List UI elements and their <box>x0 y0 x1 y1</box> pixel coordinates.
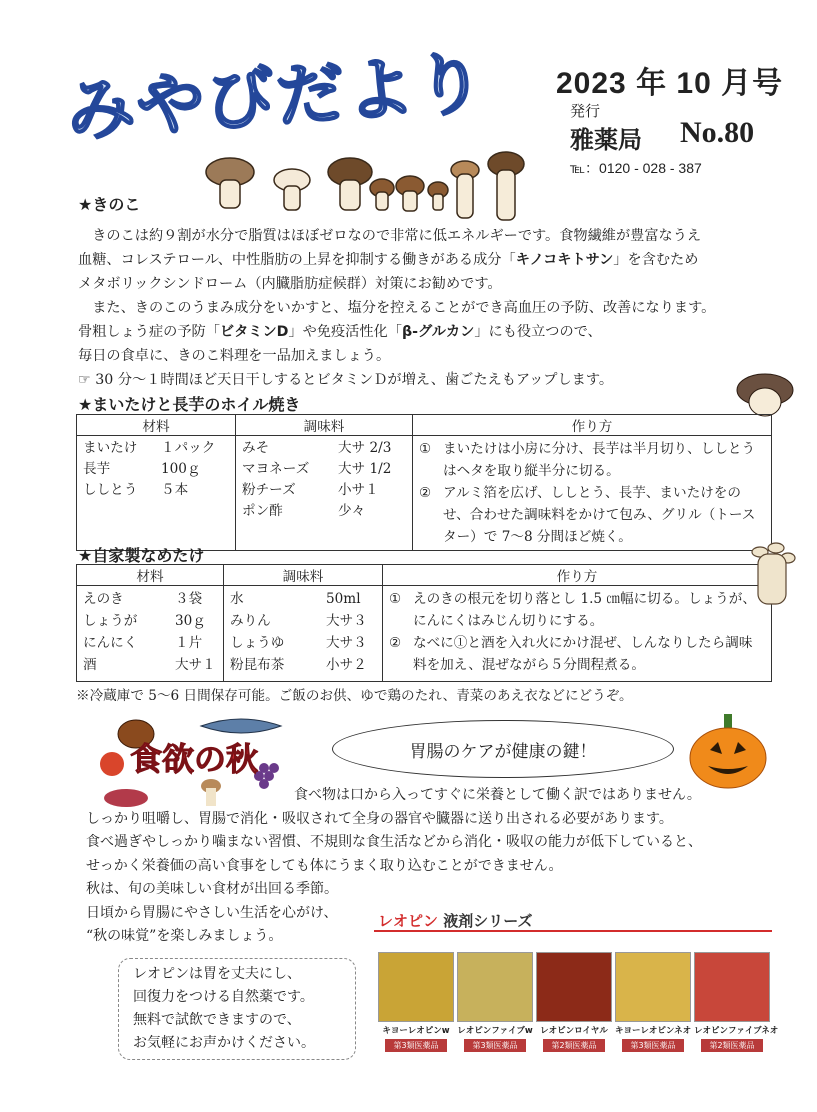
recipe1-table <box>76 414 772 551</box>
phone-number: ℡：0120 - 028 - 387 <box>570 160 702 176</box>
seasoning-row: 粉昆布茶 小サ２ <box>230 657 367 673</box>
product-card: レオピンファイブw 第3類医薬品 <box>457 952 533 1052</box>
product-card: レオピンファイブネオ 第2類医薬品 <box>694 952 770 1052</box>
highlight-beta-glucan: β-グルカン <box>401 324 475 340</box>
recipe2-col-seasonings: 調味料 <box>224 565 383 586</box>
kinoko-tip: ☞ 30 分～１時間ほど天日干しするとビタミンＤが増え、歯ごたえもアップします。 <box>78 372 614 388</box>
recipe2-seasonings <box>224 586 383 682</box>
product-box-image <box>694 952 770 1022</box>
enoki-character-illustration <box>748 540 796 610</box>
autumn-appetite-logo: 食欲の秋 <box>130 740 259 778</box>
seasoning-row: みりん 大サ３ <box>230 613 367 629</box>
info-line-3: 無料で試飲できますので、 <box>133 1012 301 1028</box>
kinoko-heading: ★きのこ <box>78 195 141 214</box>
recipe2-steps <box>383 586 772 682</box>
seasoning-row: ポン酢 少々 <box>242 503 366 519</box>
ingredient-row: にんにく １片 <box>83 635 203 651</box>
drug-class-badge: 第3類医薬品 <box>385 1039 447 1052</box>
ingredient-row: ししとう ５本 <box>83 482 189 498</box>
autumn-line-5: 秋は、旬の美味しい食材が出回る季節。 <box>86 881 338 897</box>
step-row: ① えのきの根元を切り落とし 1.5 ㎝幅に切る。しょうが、にんにくはみじん切りにする。 <box>389 591 756 629</box>
recipe2-table <box>76 564 772 682</box>
ad-title: レオピン 液剤シリーズ <box>378 912 533 930</box>
pharmacy-name: 雅薬局 <box>570 126 642 154</box>
recipe2-ingredients <box>77 586 224 682</box>
recipe1-col-seasonings: 調味料 <box>236 415 413 436</box>
pointing-hand-icon: ☞ <box>78 372 91 388</box>
ingredient-row: えのき ３袋 <box>83 591 203 607</box>
highlight-vitamin-d: ビタミンD <box>219 324 289 340</box>
recipe2-note: ※冷蔵庫で 5～6 日間保存可能。ご飯のお供、ゆで鶏のたれ、青菜のあえ衣などにどうぞ。 <box>76 688 633 704</box>
seasoning-row: 水 50ml <box>230 591 361 607</box>
recipe1-col-ingredients: 材料 <box>77 415 236 436</box>
recipe1-col-steps: 作り方 <box>413 415 772 436</box>
product-box-image <box>615 952 691 1022</box>
product-card: キヨーレオピンw 第3類医薬品 <box>378 952 454 1052</box>
autumn-line-4: せっかく栄養価の高い食事をしても体にうまく取り込むことができません。 <box>86 857 563 874</box>
seasoning-row: みそ 大サ 2/3 <box>242 440 392 456</box>
seasoning-row: しょうゆ 大サ３ <box>230 635 367 651</box>
product-card: レオピンロイヤル 第2類医薬品 <box>536 952 612 1052</box>
step-row: ① まいたけは小房に分け、長芋は半月切り、ししとうはヘタを取り縦半分に切る。 <box>419 441 756 479</box>
kinoko-line-5: 骨粗しょう症の予防「ビタミンD」や免疫活性化「β-グルカン」にも役立つので、 <box>78 324 602 340</box>
step-row: ② なべに①と酒を入れ火にかけ混ぜ、しんなりしたら調味料を加え、混ぜながら５分間程煮る。 <box>389 635 753 673</box>
leopin-info-box <box>118 958 356 1060</box>
recipe2-heading: ★自家製なめたけ <box>78 546 205 565</box>
product-box-image <box>378 952 454 1022</box>
kinoko-line-1: きのこは約９割が水分で脂質はほぼゼロなので非常に低エネルギーです。食物繊維が豊富なうえ <box>78 228 702 244</box>
product-box-image <box>457 952 533 1022</box>
kinoko-line-3: メタボリックシンドローム（内臓脂肪症候群）対策にお勧めです。 <box>78 276 502 292</box>
autumn-line-6: 日頃から胃腸にやさしい生活を心がけ、 <box>86 904 338 921</box>
kinoko-line-6: 毎日の食卓に、きのこ料理を一品加えましょう。 <box>78 348 391 364</box>
issued-label: 発行 <box>570 102 601 120</box>
recipe2-col-steps: 作り方 <box>383 565 772 586</box>
newsletter-title: みやびだより <box>64 43 489 153</box>
step-row: ② アルミ箔を広げ、ししとう、長芋、まいたけをのせ、合わせた調味料をかけて包み、グリル（トースター）で 7～8 分間ほど焼く。 <box>419 485 756 545</box>
recipe1-heading: ★まいたけと長芋のホイル焼き <box>78 395 301 414</box>
issue-number: No.80 <box>680 116 755 149</box>
seasoning-row: マヨネーズ 大サ 1/2 <box>242 461 392 477</box>
autumn-line-2: しっかり咀嚼し、胃腸で消化・吸収されて全身の器官や臓器に送り出される必要があります。 <box>86 810 673 827</box>
ingredient-row: まいたけ １パック <box>83 440 216 456</box>
seasoning-row: 粉チーズ 小サ１ <box>242 482 379 498</box>
product-box-image <box>536 952 612 1022</box>
highlight-kinoko-chitosan: キノコキトサン <box>515 252 614 268</box>
maitake-character-illustration <box>735 370 795 420</box>
autumn-line-7: “秋の味覚”を楽しみましょう。 <box>86 928 283 944</box>
issue-date: 2023 年 10 月号 <box>556 67 784 100</box>
recipe1-ingredients <box>77 436 236 551</box>
kinoko-line-2: 血糖、コレステロール、中性脂肪の上昇を抑制する働きがある成分「キノコキトサン」を含むため <box>78 252 699 268</box>
ingredient-row: しょうが 30ｇ <box>83 613 206 629</box>
info-line-2: 回復力をつける自然薬です。 <box>133 989 314 1005</box>
ad-divider <box>374 930 772 932</box>
drug-class-badge: 第3類医薬品 <box>622 1039 684 1052</box>
info-line-4: お気軽にお声かけください。 <box>133 1035 315 1051</box>
product-card: キヨーレオピンネオ 第3類医薬品 <box>615 952 691 1052</box>
ingredient-row: 長芋 100ｇ <box>83 461 201 477</box>
autumn-line-1: 食べ物は口から入ってすぐに栄養として働く訳ではありません。 <box>294 787 701 803</box>
info-line-1: レオピンは胃を丈夫にし、 <box>133 966 301 982</box>
drug-class-badge: 第2類医薬品 <box>701 1039 763 1052</box>
ingredient-row: 酒 大サ１ <box>83 657 216 673</box>
kinoko-line-4: また、きのこのうまみ成分をいかすと、塩分を控えることができ高血圧の予防、改善になります。 <box>78 300 716 316</box>
recipe2-col-ingredients: 材料 <box>77 565 224 586</box>
recipe1-steps <box>413 436 772 551</box>
pumpkin-illustration <box>688 712 770 792</box>
speech-bubble: 胃腸のケアが健康の鍵！ <box>332 720 674 778</box>
drug-class-badge: 第2類医薬品 <box>543 1039 605 1052</box>
kinoko-body <box>78 224 715 392</box>
drug-class-badge: 第3類医薬品 <box>464 1039 526 1052</box>
autumn-line-3: 食べ過ぎやしっかり噛まない習慣、不規則な食生活などから消化・吸収の能力が低下していると、 <box>86 834 702 850</box>
mushroom-characters-illustration <box>200 150 540 228</box>
recipe1-seasonings <box>236 436 413 551</box>
